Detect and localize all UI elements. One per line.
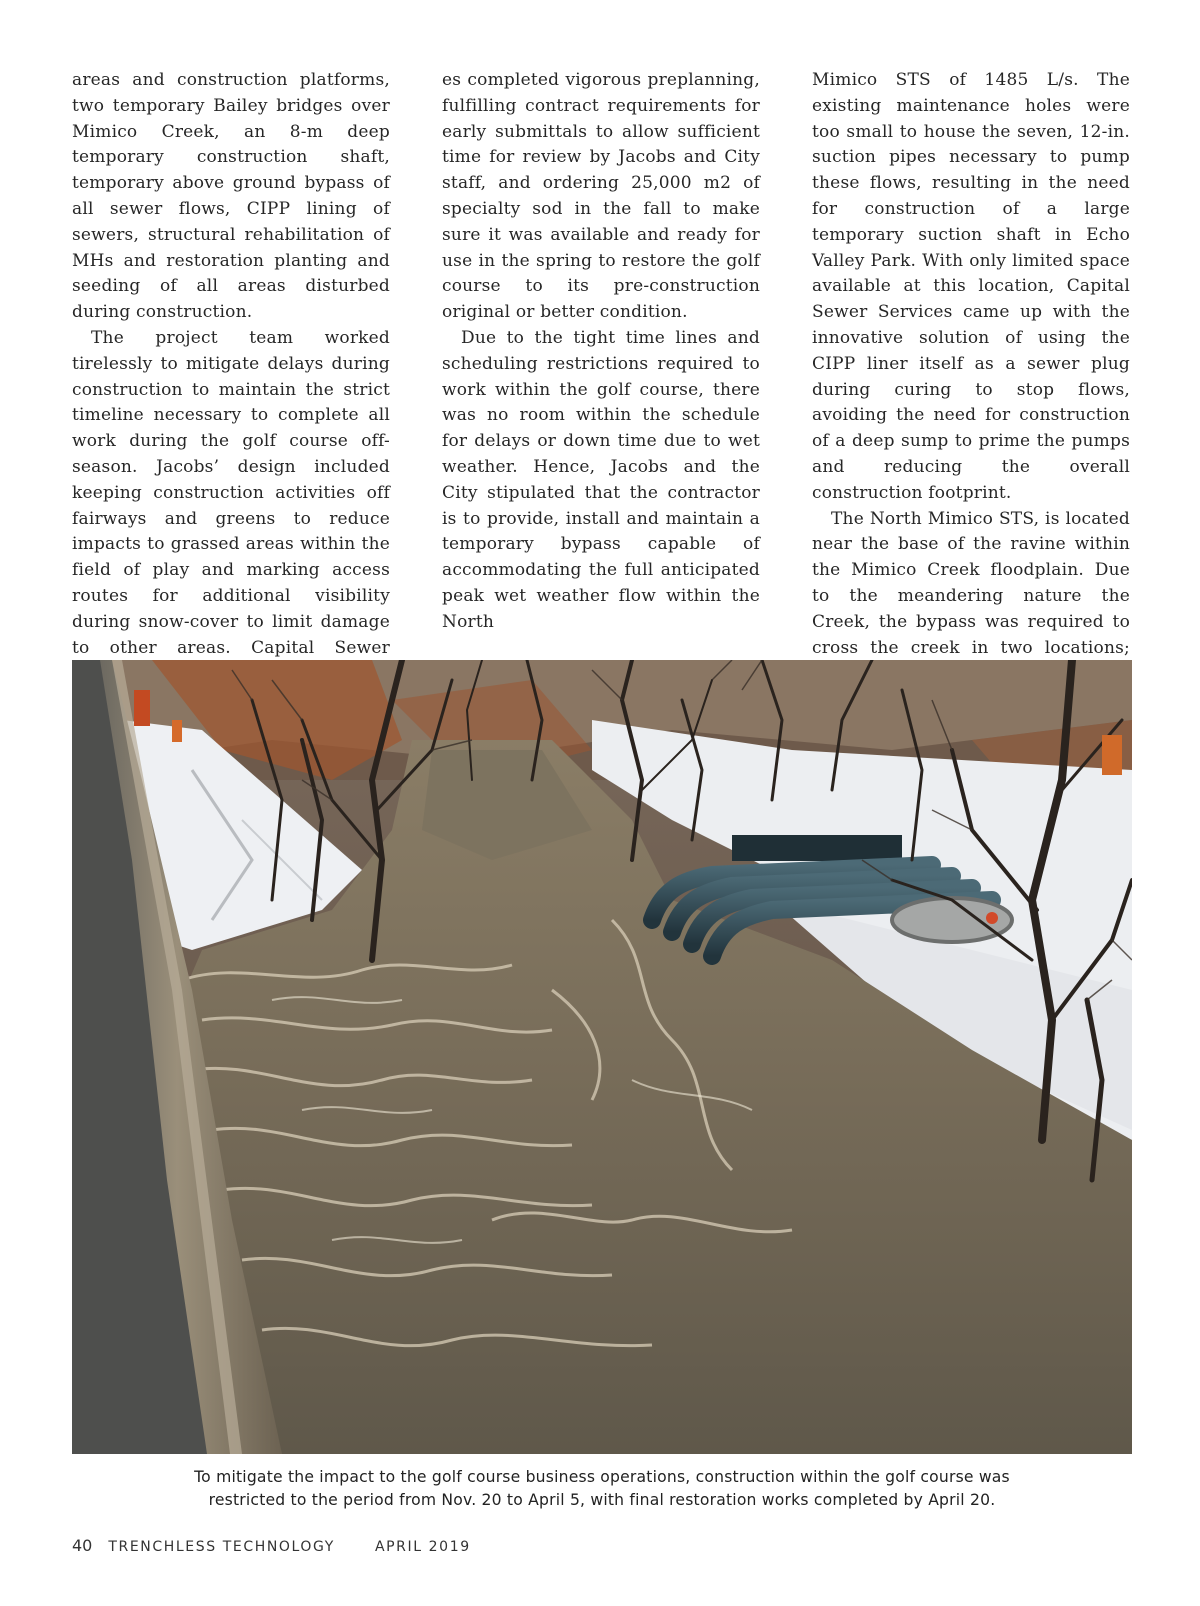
caption-line: restricted to the period from Nov. 20 to April 5, with final restoration works completed by April 20. [208,1491,996,1509]
text-column-3 [812,68,1130,687]
article-body [72,68,1132,658]
creek-bypass-photo [72,660,1132,1454]
issue-date: APRIL 2019 [374,1539,471,1555]
page-number: 40 [72,1536,93,1555]
paragraph: es completed vigorous preplanning, fulfilling contract requirements for early submittals to allow sufficient time for review by Jacobs and City staff, and ordering 25,000 m2 of specialty sod in the fall to make sure it was available and ready for use in the spring to restore the golf course to its pre-construction original or better condition. [442,70,760,323]
paragraph: areas and construction platforms, two temporary Bailey bridges over Mimico Creek, an 8-m deep temporary construction shaft, temporary above ground bypass of all sewer flows, CIPP lining of sewers, structural rehabilitation of MHs and restoration planting and seeding of all areas disturbed during construction. [72,70,390,323]
page-footer [72,1536,471,1560]
paragraph: The project team worked tirelessly to mitigate delays during construction to maintain the strict timeline necessary to complete all work during the golf course off-season. Jacobs’ design included keeping construction activities off fairways and greens to reduce impacts to grassed areas within the field of play and marking access routes for additional visibility during snow-cover to limit damage to other areas. Capital Sewer [72,327,390,658]
photo-caption [72,1466,1132,1512]
paragraph: Mimico STS of 1485 L/s. The existing maintenance holes were too small to house the seven, 12-in. suction pipes necessary to pump these flows, resulting in the need for construction of a large temporary suction shaft in Echo Valley Park. With only limited space available at this location, Capital Sewer Services came up with the innovative solution of using the CIPP liner itself as a sewer plug during curing to stop flows, avoiding the need for construction of a deep sump to prime the pumps and reducing the overall construction footprint. [812,70,1130,503]
text-column-2 [442,68,760,636]
text-column-1 [72,68,390,687]
paragraph: The North Mimico STS, is located near the base of the ravine within the Mimico Creek floodplain. Due to the meandering nature the Creek, the bypass was required to cross the creek in two locations; [812,508,1130,658]
caption-line: To mitigate the impact to the golf course business operations, construction within the golf course was [194,1468,1010,1486]
magazine-name: TRENCHLESS TECHNOLOGY [108,1539,335,1555]
paragraph: Due to the tight time lines and scheduling restrictions required to work within the golf course, there was no room within the schedule for delays or down time due to wet weather. Hence, Jacobs and the City stipulated that the contractor is to provide, install and maintain a temporary bypass capable of accommodating the full anticipated peak wet weather flow within the North [442,327,760,632]
